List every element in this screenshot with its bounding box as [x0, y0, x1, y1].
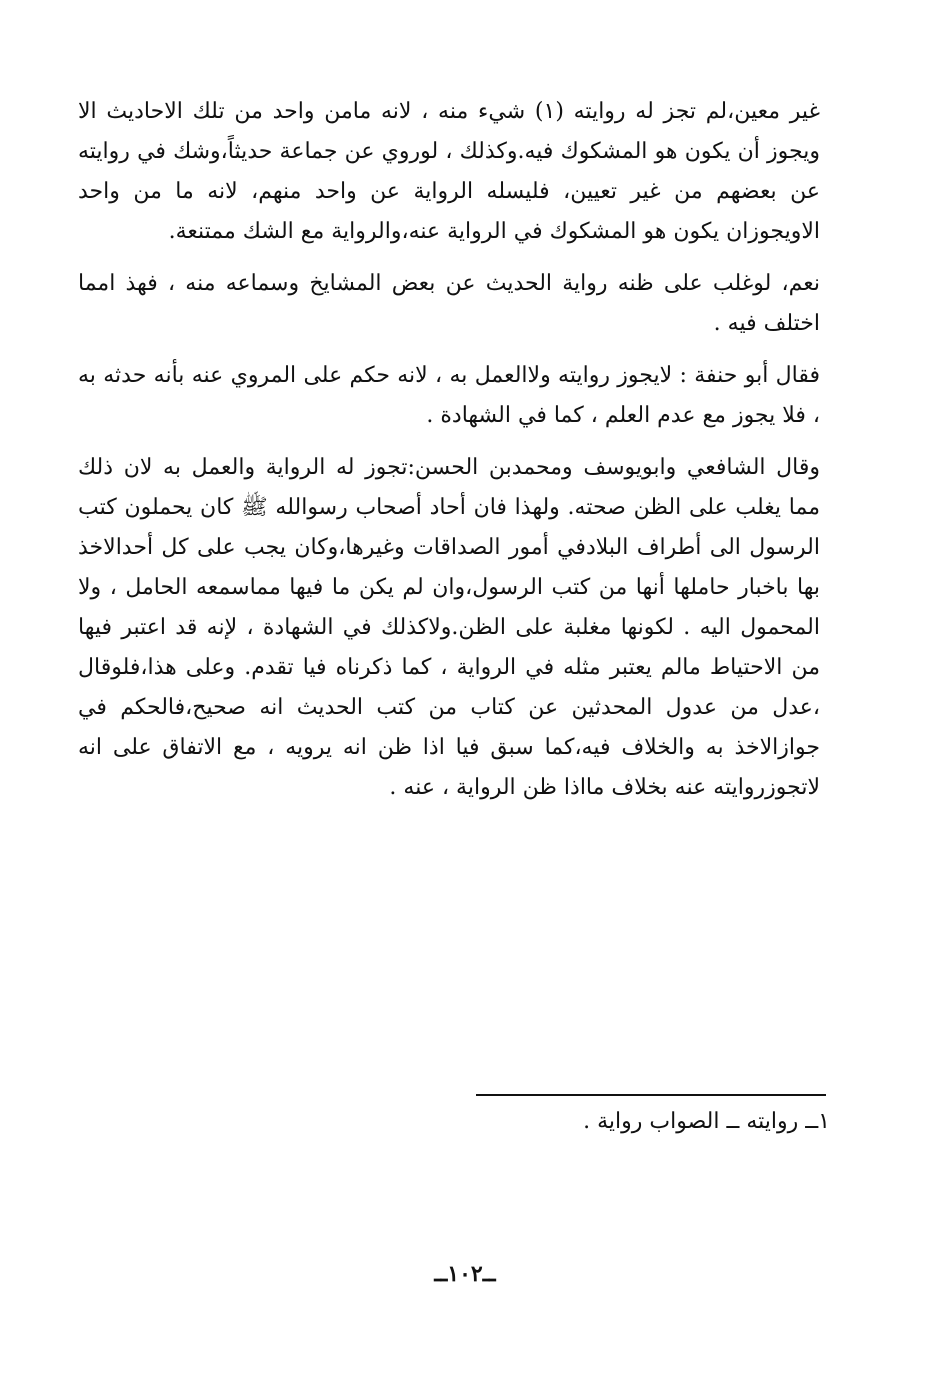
paragraph-4: وقال الشافعي وابويوسف ومحمدبن الحسن:تجوز له الرواية والعمل به لان ذلك مما يغلب على الظن صحته. ولهذا فان أحاد أصحاب رسوالله ﷺ كان يحملون كتب الرسول الى أطراف البلادفي أمور الصداقات وغيرها،وكان يجب على كل أحدالاخذ بها باخبار حاملها أنها من كتب الرسول،وان لم يكن ما فيها مماسمعه الحامل ، ولا المحمول اليه . لكونها مغلبة على الظن.ولاكذلك في الشهادة ، لإنه قد اعتبر فيها من الاحتياط مالم يعتبر مثله في الرواية ، كما ذكرناه فيا تقدم. وعلى هذا،فلوقال ،عدل من عدول المحدثين عن كتاب من كتب الحديث انه صحيح،فالحكم في جوازالاخذ به والخلاف فيه،كما سبق فيا اذا ظن انه يرويه ، مع الاتفاق على انه لاتجوزروايته عنه بخلاف مااذا ظن الرواية ، عنه .	[78, 455, 820, 800]
paragraph-3: فقال أبو حنفة : لايجوز روايته ولاالعمل به ، لانه حكم على المروي عنه بأنه حدثه به ، فلا يجوز مع عدم العلم ، كما في الشهادة .	[78, 363, 820, 428]
paragraph-2: نعم، لوغلب على ظنه رواية الحديث عن بعض المشايخ وسماعه منه ، فهذ امما اختلف فيه .	[78, 271, 820, 336]
footnote-divider	[476, 1094, 826, 1096]
paragraph-1: غير معين،لم تجز له روايته (١) شيء منه ، لانه مامن واحد من تلك الاحاديث الا ويجوز أن يكون هو المشكوك فيه.وكذلك ، لوروي عن جماعة حديثاً،وشك في روايته عن بعضهم من غير تعيين، فليسله الرواية عن واحد منهم، لانه ما من واحد الاويجوزان يكون هو المشكوك في الرواية عنه،والرواية مع الشك ممتنعة.	[78, 99, 821, 244]
footnote: ١ــ روايته ــ الصواب رواية .	[583, 1109, 830, 1134]
body-text	[78, 92, 820, 808]
page-number: ــ١٠٢ــ	[434, 1261, 496, 1287]
